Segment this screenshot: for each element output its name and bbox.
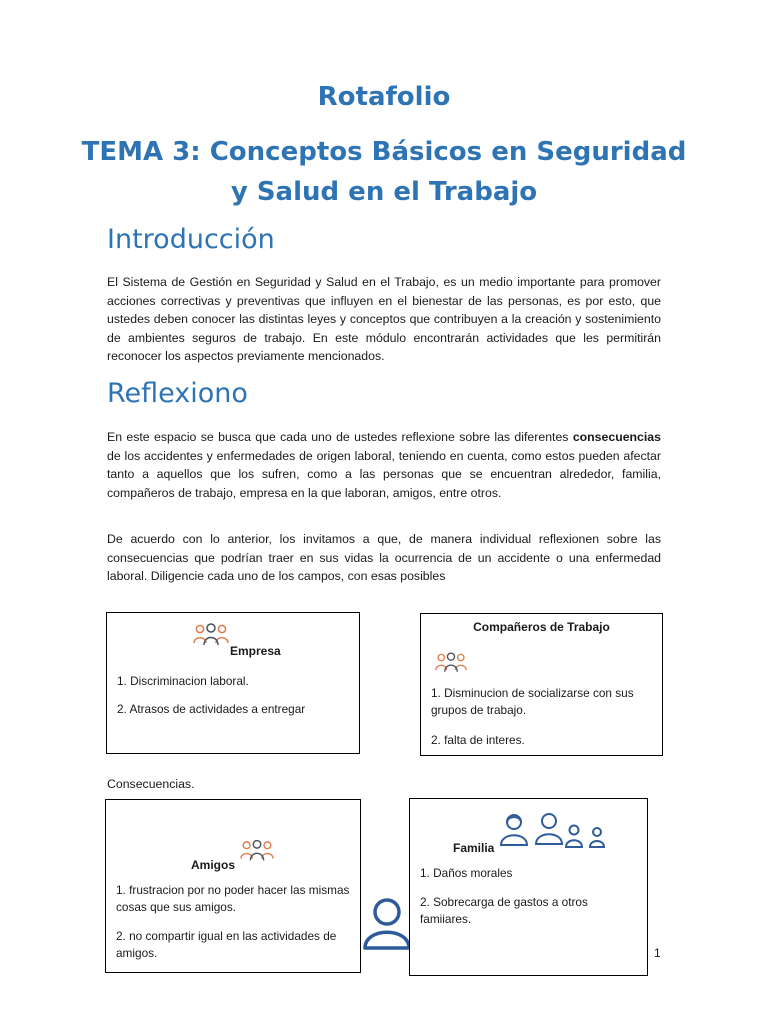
document-title: Rotafolio (317, 82, 451, 112)
empresa-item-1: 1. Discriminacion laboral. (117, 674, 249, 688)
companeros-label: Compañeros de Trabajo (473, 620, 610, 634)
consecuencias-label: Consecuencias. (107, 777, 195, 791)
amigos-box (105, 799, 361, 973)
reflexiono-heading: Reflexiono (107, 378, 248, 409)
familia-box (409, 798, 648, 976)
page-number: 1 (654, 946, 661, 960)
subtitle-line-1: TEMA 3: Conceptos Básicos en Seguridad (81, 137, 687, 167)
companeros-item-1: 1. Disminucion de socializarse con sus grupos de trabajo. (431, 686, 634, 717)
companeros-box (420, 613, 663, 756)
companeros-item-2: 2. falta de interes. (431, 733, 525, 747)
familia-item-1: 1. Daños morales (420, 866, 513, 880)
amigos-item-2: 2. no compartir igual en las actividades de amigos. (116, 929, 337, 960)
reflexiono-p1-after: de los accidentes y enfermedades de origen laboral, teniendo en cuenta, como estos pueden afectar tanto a aquellos que los sufren, como a las personas que se encuentran alrededor, familia, compañeros de trabajo, empresa en la que laboran, amigos, entre otros. (107, 448, 661, 500)
empresa-item-2: 2. Atrasos de actividades a entregar (117, 702, 306, 716)
amigos-item-1: 1. frustracion por no poder hacer las mismas cosas que sus amigos. (116, 883, 350, 914)
intro-paragraph: El Sistema de Gestión en Seguridad y Salud en el Trabajo, es un medio importante para promover acciones correctivas y preventivas que influyen en el bienestar de las personas, es por esto, que ustedes deben conocer las distintas leyes y conceptos que contribuyen a la creación y sostenimiento de ambientes seguros de trabajo. En este módulo encontrarán actividades que les permitirán reconocer los aspectos previamente mencionados. (107, 275, 661, 364)
intro-heading: Introducción (107, 224, 275, 255)
reflexiono-p1-bold: consecuencias (572, 430, 661, 444)
amigos-label: Amigos (191, 858, 236, 872)
subtitle-line-2: y Salud en el Trabajo (230, 177, 538, 207)
reflexiono-paragraph-2: De acuerdo con lo anterior, los invitamos a que, de manera individual reflexionen sobre las consecuencias que podrían traer en sus vidas la ocurrencia de un accidente o una enfermedad laboral. Diligencie cada uno de los campos, con esas posibles (107, 532, 661, 584)
reflexiono-p1-before: En este espacio se busca que cada uno de ustedes reflexione sobre las diferentes (107, 430, 573, 444)
familia-item-2: 2. Sobrecarga de gastos a otros famiiares. (420, 895, 588, 926)
familia-label: Familia (453, 841, 495, 855)
empresa-label: Empresa (230, 644, 281, 658)
reflexiono-paragraph-1 (107, 428, 661, 502)
group-icon (193, 621, 229, 647)
document-subtitle (0, 132, 768, 212)
person-icon (362, 895, 412, 951)
group-icon (435, 650, 467, 674)
empresa-box (106, 612, 360, 754)
